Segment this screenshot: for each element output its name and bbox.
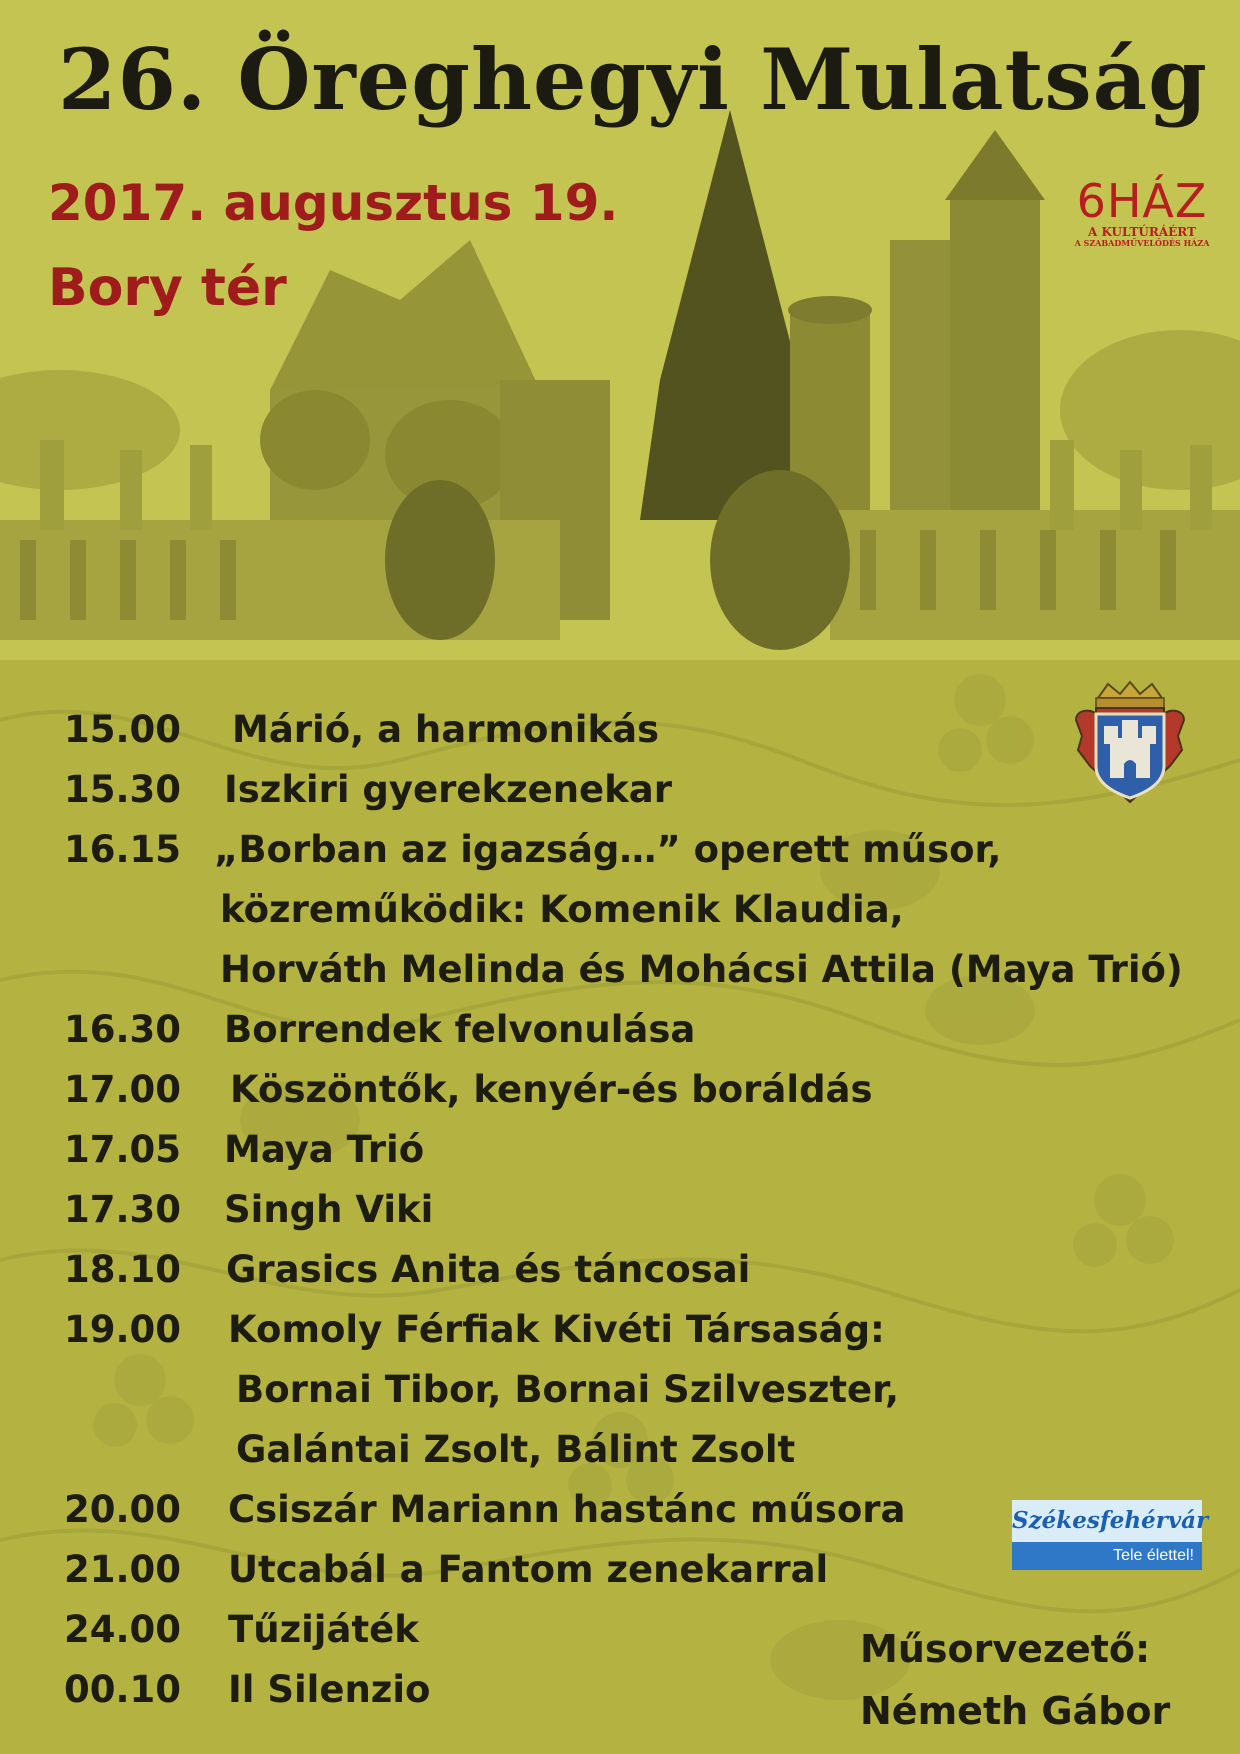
schedule-time: 21.00 [64,1548,182,1591]
schedule-time: 00.10 [64,1668,182,1711]
schedule-label: Iszkiri gyerekzenekar [224,768,672,811]
schedule-row-continuation [64,1360,1224,1420]
schedule-label: közreműködik: Komenik Klaudia, [220,888,904,931]
schedule-row-continuation [64,880,1224,940]
host-name: Németh Gábor [860,1689,1171,1733]
schedule-label: Horváth Melinda és Mohácsi Attila (Maya Trió) [220,948,1183,991]
schedule-label: Utcabál a Fantom zenekarral [228,1548,829,1591]
6haz-logo [1062,174,1222,249]
6haz-logo-line1: A KULTÚRÁÉRT [1088,225,1196,239]
event-date: 2017. augusztus 19. [48,174,619,232]
schedule-label: Komoly Férfiak Kivéti Társaság: [228,1308,885,1351]
schedule-time: 19.00 [64,1308,182,1351]
schedule-label: Bornai Tibor, Bornai Szilveszter, [236,1368,900,1411]
event-title: 26. Öreghegyi Mulatság [58,30,1208,129]
schedule-label: Singh Viki [224,1188,434,1231]
schedule-row-continuation [64,940,1224,1000]
schedule-label: Csiszár Mariann hastánc műsora [228,1488,906,1531]
schedule-label: Márió, a harmonikás [232,708,660,751]
schedule-label: Galántai Zsolt, Bálint Zsolt [236,1428,796,1471]
schedule-row [64,1000,1224,1060]
6haz-logo-main: 6HÁZ [1076,174,1208,228]
city-name: Székesfehérvár [1012,1500,1202,1542]
schedule-time: 15.30 [64,768,182,811]
schedule-row [64,1060,1224,1120]
szekesfehervar-badge [1012,1500,1209,1570]
schedule-label: Maya Trió [224,1128,425,1171]
city-slogan: Tele élettel! [1113,1547,1194,1564]
schedule-time: 16.30 [64,1008,182,1051]
event-venue: Bory tér [48,258,287,318]
schedule-time: 24.00 [64,1608,182,1651]
schedule-time: 17.05 [64,1128,182,1171]
schedule-row [64,760,1224,820]
schedule-row [64,700,1224,760]
schedule-label: Köszöntők, kenyér-és boráldás [230,1068,873,1111]
schedule-label: Grasics Anita és táncosai [226,1248,751,1291]
schedule-row [64,820,1224,880]
schedule-label: Borrendek felvonulása [224,1008,696,1051]
schedule-time: 17.00 [64,1068,182,1111]
schedule-label: Tűzijáték [228,1608,419,1651]
schedule-row-continuation [64,1420,1224,1480]
schedule-row [64,1300,1224,1360]
schedule-row [64,1120,1224,1180]
6haz-logo-line2: A SZABADMŰVELŐDÉS HÁZA [1074,238,1210,249]
schedule-time: 16.15 [64,828,182,871]
schedule-time: 20.00 [64,1488,182,1531]
host-block [860,1618,1170,1742]
schedule-row [64,1240,1224,1300]
schedule-row [64,1180,1224,1240]
schedule-time: 15.00 [64,708,182,751]
schedule-label: „Borban az igazság…” operett műsor, [214,828,1002,871]
schedule-time: 18.10 [64,1248,182,1291]
host-label: Műsorvezető: [860,1627,1151,1671]
schedule-label: Il Silenzio [228,1668,431,1711]
schedule-time: 17.30 [64,1188,182,1231]
